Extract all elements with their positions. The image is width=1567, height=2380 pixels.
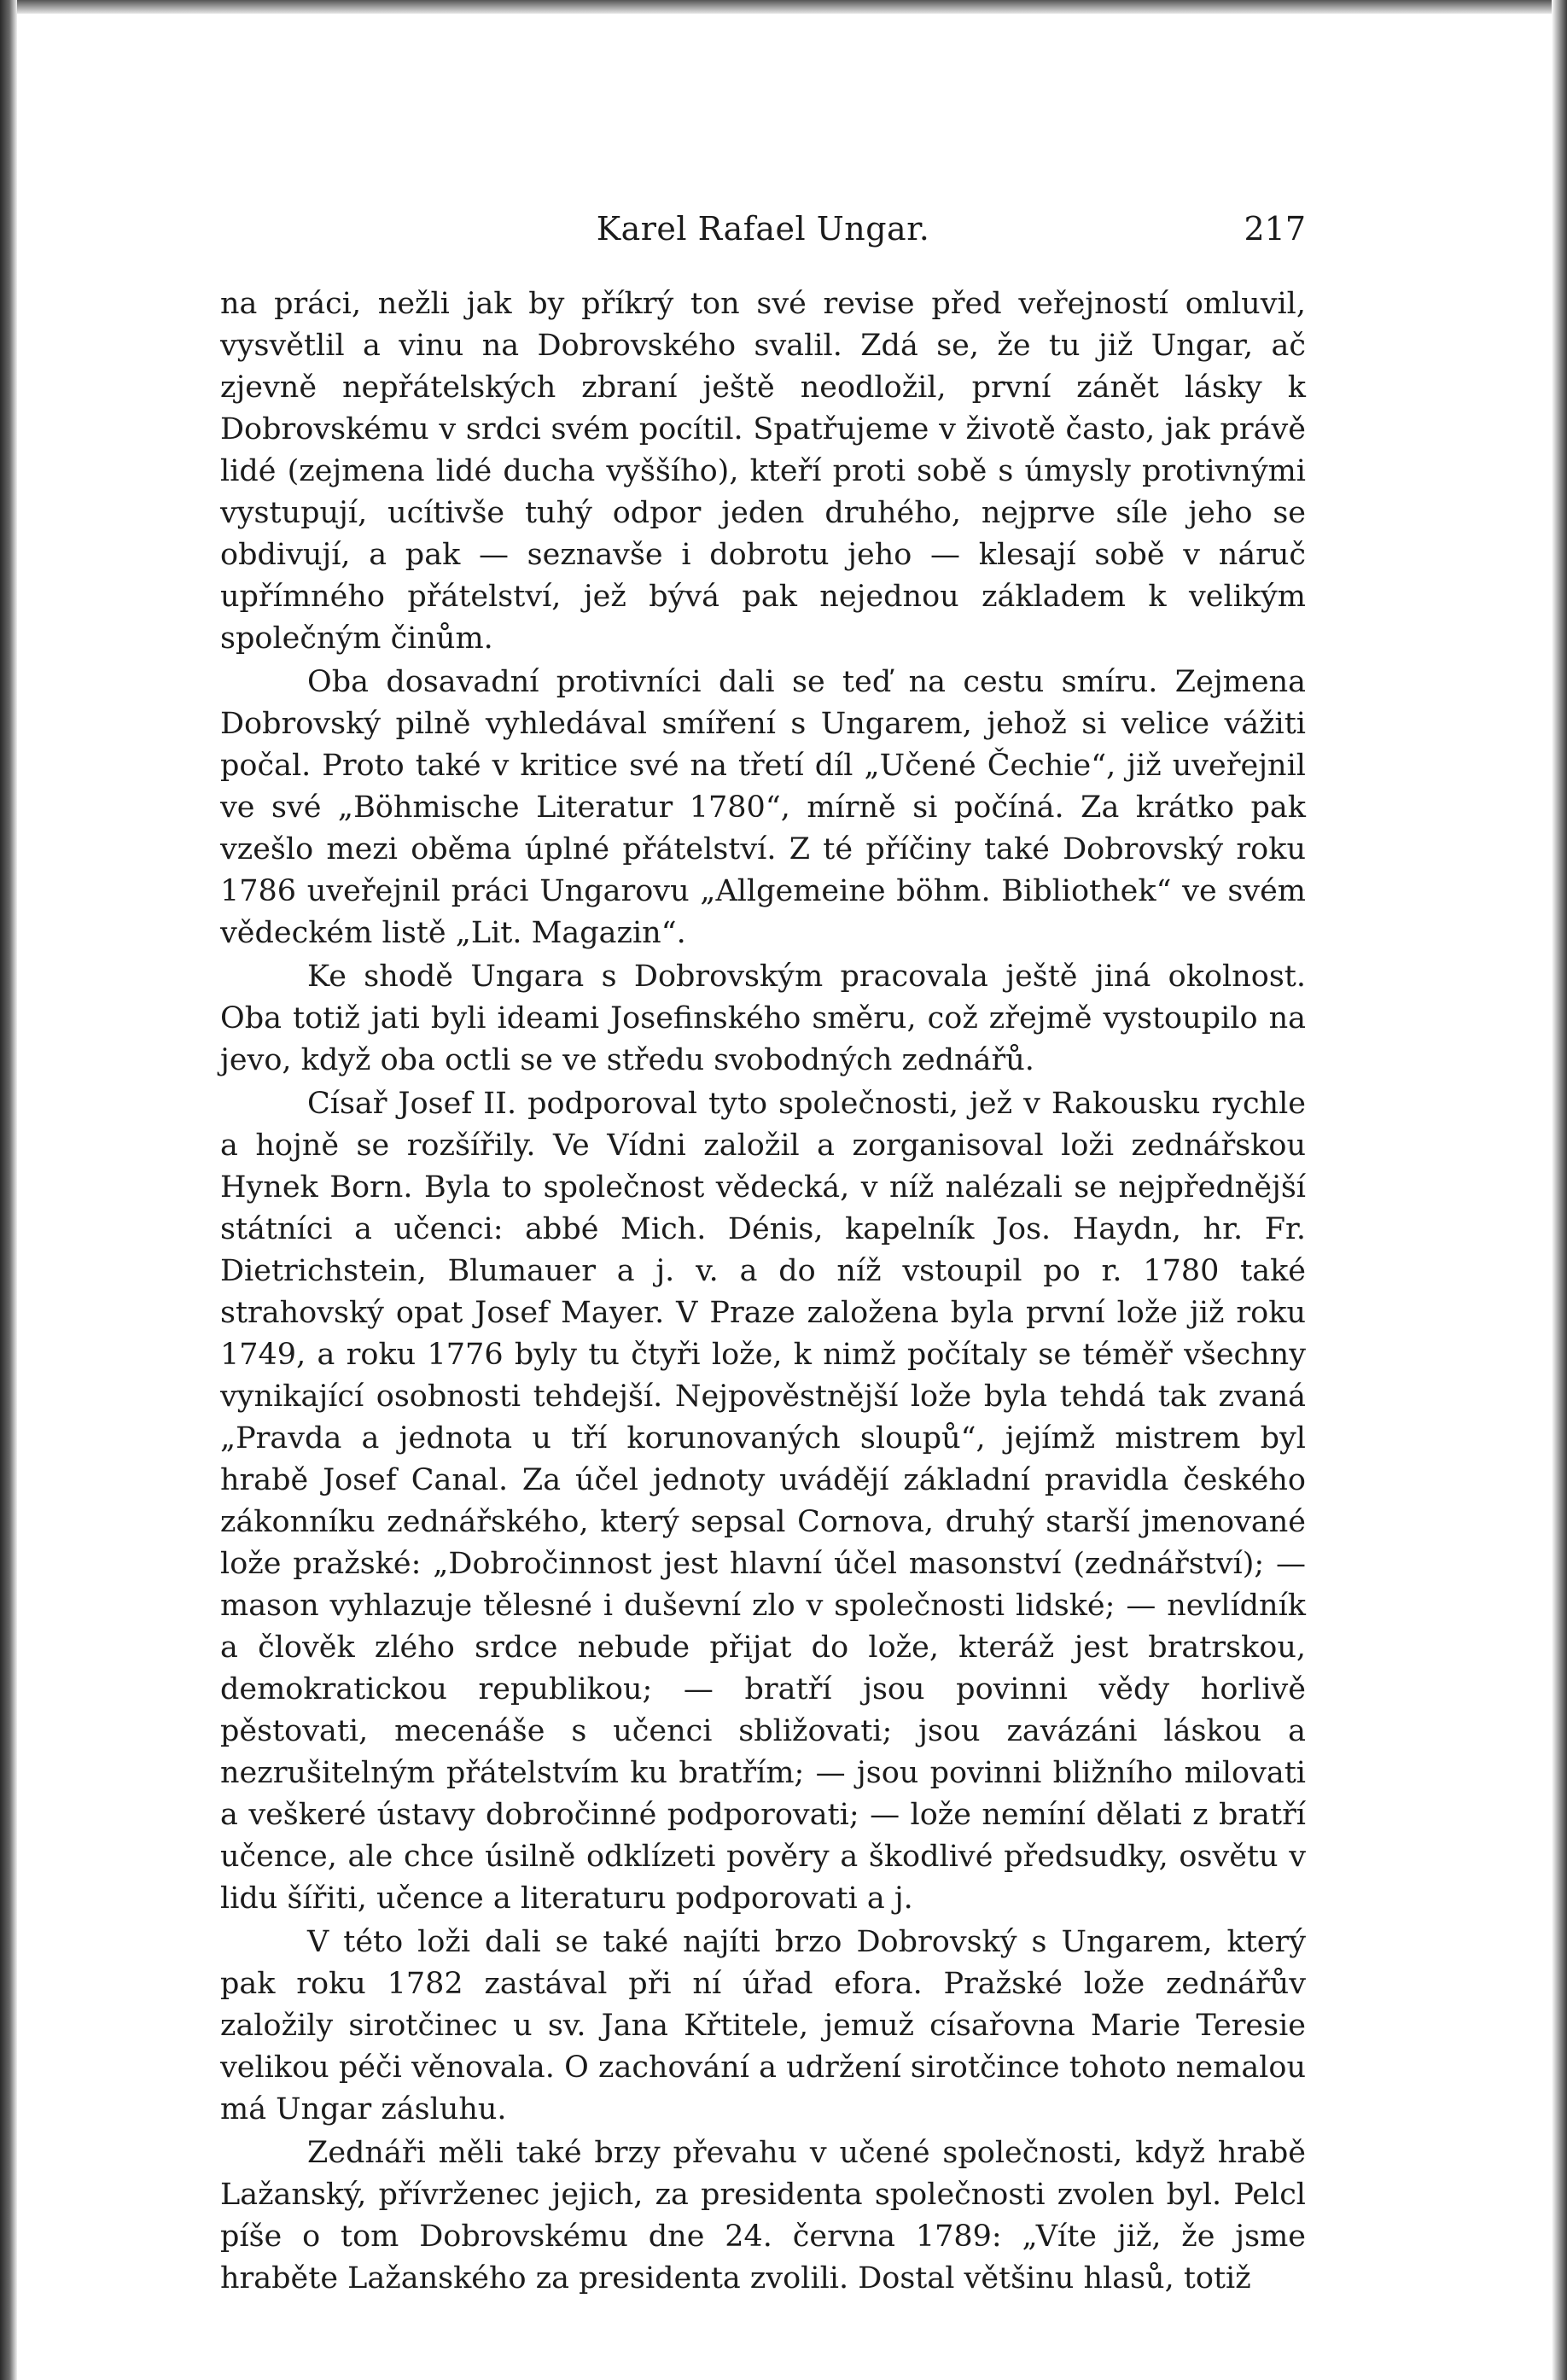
body-text — [220, 283, 1306, 2300]
running-title: Karel Rafael Ungar. — [596, 210, 930, 248]
scan-edge-right — [1552, 0, 1567, 2380]
paragraph: Zednáři měli také brzy převahu v učené společnosti, když hrabě Lažanský, přívrženec jejich, za presidenta společnosti zvolen byl. Pelcl píše o tom Dobrovskému dne 24. června 1789: „Víte již, že jsme hraběte Lažanského za presidenta zvolili. Dostal většinu hlasů, totiž — [220, 2136, 1306, 2295]
book-page — [220, 198, 1306, 2301]
paragraph: Císař Josef II. podporoval tyto společnosti, jež v Rakousku rychle a hojně se rozšířily. Ve Vídni založil a zorganisoval loži zednářskou Hynek Born. Byla to společnost vědecká, v níž nalézali se nejpřednější státníci a učenci: abbé Mich. Dénis, kapelník Jos. Haydn, hr. Fr. Dietrichstein, Blumauer a j. v. a do níž vstoupil po r. 1780 také strahovský opat Josef Mayer. V Praze založena byla první lože již roku 1749, a roku 1776 byly tu čtyři lože, k nimž počítaly se téměř všechny vynikající osobnosti tehdejší. Nejpověstnější lože byla tehdá tak zvaná „Pravda a jednota u tří korunovaných sloupů“, jejímž mistrem byl hrabě Josef Canal. Za účel jednoty uvádějí základní pravidla českého zákonníku zednářského, který sepsal Cornova, druhý starší jmenované lože pražské: „Dobročinnost jest hlavní účel masonství (zednářství); — mason vyhlazuje tělesné i duševní zlo v společnosti lidské; — nevlídník a člověk zlého srdce nebude přijat do lože, kteráž jest bratrskou, demokratickou republikou; — bratří jsou povinni vědy horlivě pěstovati, mecenáše s učenci sbližovati; jsou zavázáni láskou a nezrušitelným přátelstvím ku bratřím; — jsou povinni bližního milovati a veškeré ústavy dobročinné podporovati; — lože nemíní dělati z bratří učence, ale chce úsilně odklízeti pověry a škodlivé předsudky, osvětu v lidu šířiti, učence a literaturu podporovati a j. — [220, 1087, 1306, 1916]
paragraph: Ke shodě Ungara s Dobrovským pracovala ještě jiná okolnost. Oba totiž jati byli ideami Josefinského směru, což zřejmě vystoupilo na jevo, když oba octli se ve středu svobodných zednářů. — [220, 960, 1306, 1077]
paragraph-continued: na práci, nežli jak by příkrý ton své revise před veřejností omluvil, vysvětlil a vinu na Dobrovského svalil. Zdá se, že tu již Ungar, ač zjevně nepřátelských zbraní ještě neodložil, první zánět lásky k Dobrovskému v srdci svém pocítil. Spatřujeme v životě často, jak právě lidé (zejmena lidé ducha vyššího), kteří proti sobě s úmysly protivnými vystupují, ucítivše tuhý odpor jeden druhého, nejprve síle jeho se obdivují, a pak — seznavše i dobrotu jeho — klesají sobě v náruč upřímného přátelství, jež bývá pak nejednou základem k velikým společným činům. — [220, 287, 1306, 656]
paragraph: Oba dosavadní protivníci dali se teď na cestu smíru. Zejmena Dobrovský pilně vyhledával smíření s Ungarem, jehož si velice vážiti počal. Proto také v kritice své na třetí díl „Učené Čechie“, již uveřejnil ve své „Böhmische Literatur 1780“, mírně si počíná. Za krátko pak vzešlo mezi oběma úplné přátelství. Z té příčiny také Dobrovský roku 1786 uveřejnil práci Ungarovu „Allgemeine böhm. Bibliothek“ ve svém vědeckém listě „Lit. Magazin“. — [220, 665, 1306, 950]
running-head — [220, 198, 1306, 266]
paragraph: V této loži dali se také najíti brzo Dobrovský s Ungarem, který pak roku 1782 zastával při ní úřad efora. Pražské lože zednářův založily sirotčinec u sv. Jana Křtitele, jemuž císařovna Marie Teresie velikou péči věnovala. O zachování a udržení sirotčince tohoto nemalou má Ungar zásluhu. — [220, 1925, 1306, 2126]
page-number: 217 — [1244, 210, 1306, 248]
scan-edge-top — [0, 0, 1567, 14]
scan-edge-left — [0, 0, 17, 2380]
